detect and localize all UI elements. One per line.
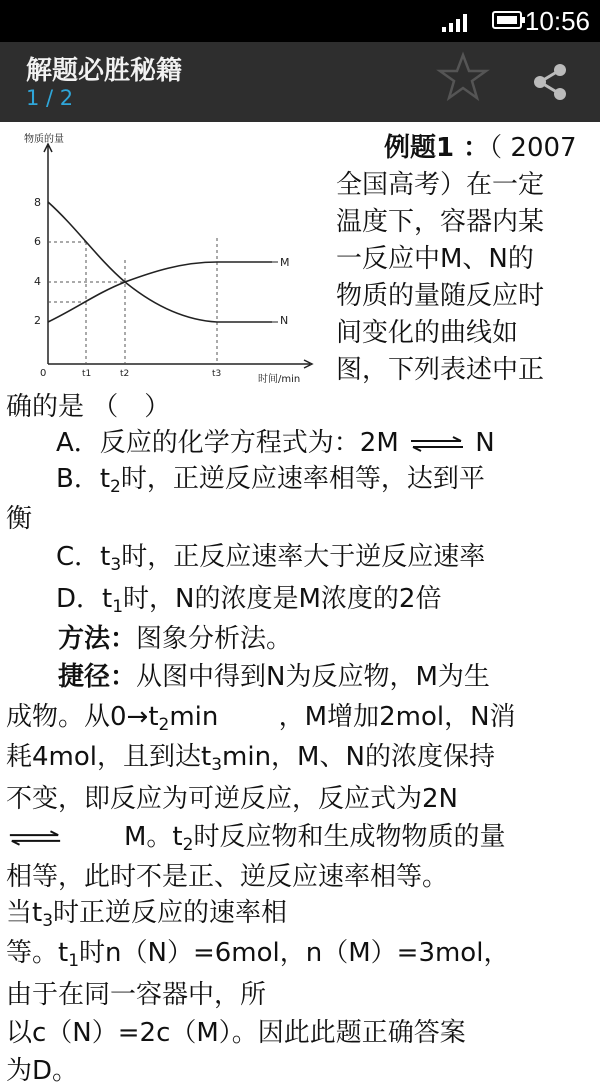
graph-series-n-label: N [280,314,289,327]
graph-x-tick-0: 0 [40,368,47,379]
clock: 10:56 [524,6,590,36]
graph-series-m-label: M [280,256,290,269]
question-line-4: 一反应中M、N的 [336,244,534,274]
graph-x-label: 时间/min [258,374,301,385]
question-line-2: 全国高考）在一定 [336,170,545,200]
solution-line-6: 相等，此时不是正、逆反应速率相等。 [6,862,449,892]
question-line-5: 物质的量随反应时 [336,281,545,311]
solution-line-3: 耗4mol，且到达$t_3\min$，M、N的浓度保持 [6,742,495,775]
solution-line-10: 以c（N）=2c（M）。因此此题正确答案 [6,1018,466,1048]
graph-y-tick-8: 8 [34,196,41,209]
app-title: 解题必胜秘籍 [26,56,183,86]
equilibrium-arrow-icon-2 [6,830,64,846]
solution-line-11: 为D。 [6,1056,79,1086]
graph-y-tick-4: 4 [34,275,41,288]
option-a-text: A．反应的化学方程式为：2M [56,428,399,458]
question-title: 例题1 ： [384,133,490,163]
graph-y-tick-6: 6 [34,235,41,248]
graph-x-tick-t3: t3 [212,369,222,379]
graph-curve-m [48,262,272,322]
star-icon[interactable] [438,52,488,102]
option-d: D．$t_1$时，N的浓度是M浓度的2倍 [56,584,442,617]
status-bar [0,0,600,42]
option-b: B．$t_2$时，正逆反应速率相等，达到平 [56,464,485,497]
question-continued: 确的是 （ ） [6,392,171,422]
graph-x-tick-t2: t2 [120,369,130,379]
solution-line-1: 捷径：从图中得到N为反应物，M为生 [58,662,490,692]
option-a-product: N [475,428,495,458]
method-text: 图象分析法。 [136,624,293,654]
method-label: 方法： [58,624,137,654]
question-line-3: 温度下，容器内某 [336,207,545,237]
graph-x-tick-t1: t1 [82,369,92,379]
method-line [58,620,292,658]
battery-icon [492,11,522,29]
share-icon[interactable] [528,60,572,104]
page-indicator: 1 / 2 [26,86,74,110]
solution-line-5: M。$t_2$时反应物和生成物物质的量 [6,818,505,856]
article-content [0,122,600,1086]
solution-line-7: 当$t_3$时正逆反应的速率相 [6,898,288,931]
solution-line-2: 成物。从$0\to t_2\min$ ，M增加2mol，N消 [6,702,516,735]
question-line-7: 图，下列表述中正 [336,355,545,385]
app-header [0,42,600,122]
graph-y-label: 物质的量 [24,134,64,145]
solution-label: 捷径： [58,662,137,692]
solution-line-9: 由于在同一容器中，所 [6,980,267,1010]
solution-line-4: 不变，即反应为可逆反应，反应式为2N [6,784,458,814]
reaction-graph [22,128,322,390]
question-line-6: 间变化的曲线如 [336,318,519,348]
question-year: （ 2007 [489,133,577,163]
equilibrium-arrow-icon [407,436,467,452]
option-a [56,424,495,462]
signal-icon [442,12,472,32]
graph-y-tick-2: 2 [34,314,41,327]
option-b-cont: 衡 [6,504,33,534]
solution-line-8: 等。$t_1$时n（N）=6mol，n（M）=3mol， [6,938,510,971]
option-c: C．$t_3$时，正反应速率大于逆反应速率 [56,542,486,575]
question-line-1 [336,130,577,167]
